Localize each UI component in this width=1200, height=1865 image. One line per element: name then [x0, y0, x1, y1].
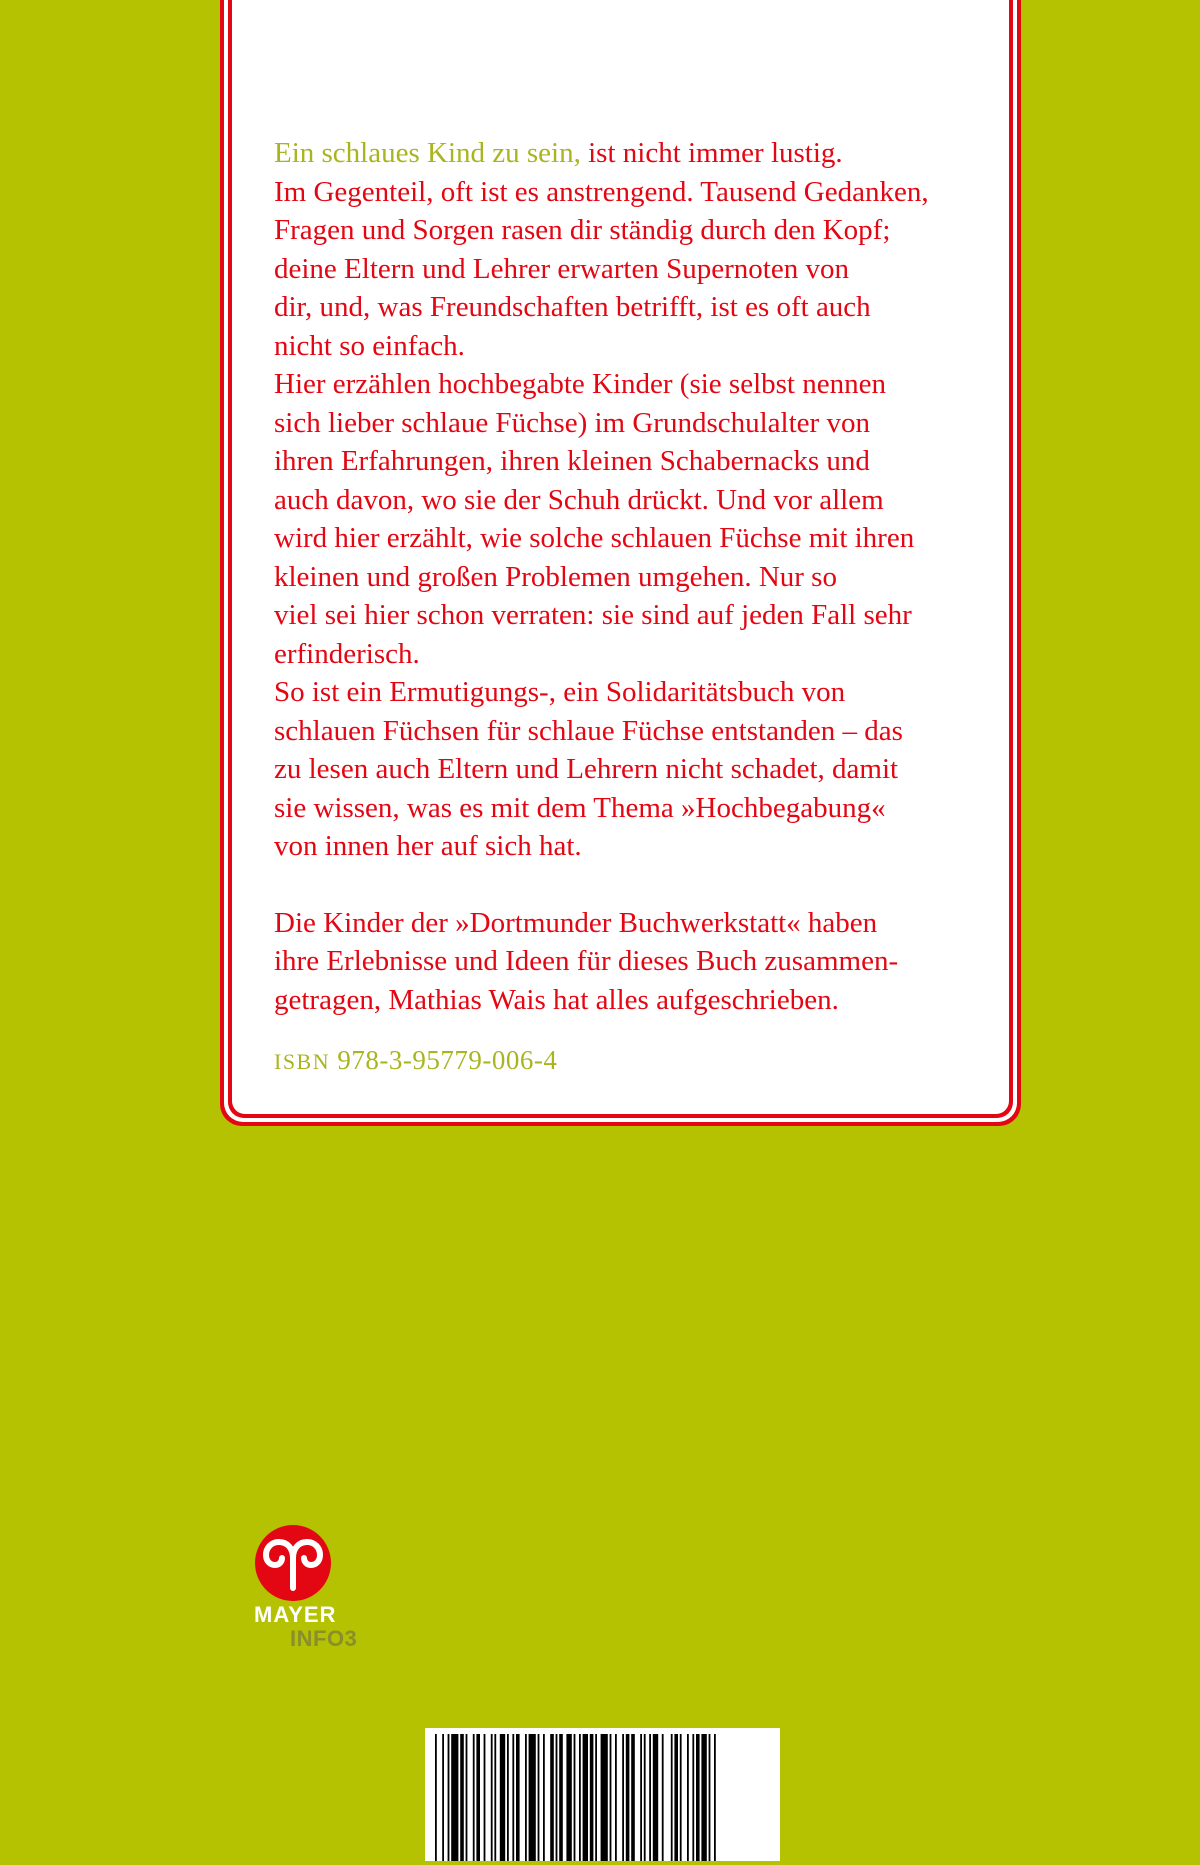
barcode-bar — [448, 1734, 450, 1861]
blurb-first-line-rest: ist nicht immer lustig. — [580, 137, 843, 169]
barcode-bar — [507, 1734, 509, 1861]
barcode-bar — [601, 1734, 608, 1861]
paragraph-gap — [274, 866, 984, 904]
barcode-bar — [696, 1734, 700, 1861]
blurb-line: Im Gegenteil, oft ist es anstrengend. Tausend Gedanken, — [274, 175, 929, 208]
barcode-bar — [491, 1734, 493, 1861]
barcode-bar — [466, 1734, 468, 1861]
barcode-bar — [610, 1734, 612, 1861]
barcode-bar — [590, 1734, 594, 1861]
barcode-bar — [626, 1734, 630, 1861]
barcode-bar — [653, 1734, 658, 1861]
barcode — [425, 1728, 780, 1861]
barcode-bar — [435, 1734, 437, 1861]
barcode-bar — [556, 1734, 558, 1861]
blurb-line: sich lieber schlaue Füchse) im Grundschulalter von — [274, 406, 870, 439]
blurb-line: zu lesen auch Eltern und Lehrern nicht schadet, damit — [274, 753, 899, 785]
blurb-line: erfinderisch. — [274, 637, 420, 670]
blurb-line: auch davon, wo sie der Schuh drückt. Und vor allem — [274, 483, 884, 516]
blurb-line: Fragen und Sorgen rasen dir ständig durch den Kopf; — [274, 214, 891, 246]
credits-line: getragen, Mathias Wais hat alles aufgeschrieben. — [274, 983, 839, 1016]
barcode-bar — [538, 1734, 540, 1861]
barcode-bar — [631, 1734, 635, 1861]
barcode-bar — [500, 1734, 505, 1861]
barcode-bar — [460, 1734, 464, 1861]
barcode-bar — [595, 1734, 597, 1861]
barcode-bar — [473, 1734, 475, 1861]
blurb-line: kleinen und großen Problemen umgehen. Nur so — [274, 560, 837, 593]
barcode-bar — [692, 1734, 694, 1861]
ram-horn-logo-icon — [254, 1524, 332, 1602]
barcode-bar — [550, 1734, 554, 1861]
barcode-bar — [615, 1734, 617, 1861]
publisher-name-info3: INFO3 — [290, 1626, 358, 1651]
barcode-bar — [566, 1734, 571, 1861]
credits-line: Die Kinder der »Dortmunder Buchwerkstatt« haben — [274, 906, 878, 939]
isbn-label: ISBN — [274, 1049, 331, 1074]
blurb-line: wird hier erzählt, wie solche schlauen Füchse mit ihren — [274, 522, 915, 554]
barcode-bar — [574, 1734, 576, 1861]
publisher-name-mayer: MAYER — [254, 1602, 337, 1627]
barcode-bar — [687, 1734, 689, 1861]
barcode-bar — [529, 1734, 536, 1861]
blurb-text — [274, 134, 984, 1019]
barcode-bar — [622, 1734, 624, 1861]
barcode-bar — [484, 1734, 486, 1861]
blurb-first-line — [274, 134, 984, 173]
barcode-bar — [516, 1734, 520, 1861]
barcode-bar — [525, 1734, 527, 1861]
blurb-line: sie wissen, was es mit dem Thema »Hochbegabung« — [274, 791, 886, 824]
barcode-bar — [671, 1734, 673, 1861]
credits-line: ihre Erlebnisse und Ideen für dieses Buch zusammen- — [274, 945, 899, 977]
publisher-logo — [254, 1524, 358, 1651]
blurb-lead-phrase: Ein schlaues Kind zu sein, — [274, 137, 581, 169]
barcode-bar — [451, 1734, 458, 1861]
barcode-bar — [649, 1734, 651, 1861]
blurb-line: Hier erzählen hochbegabte Kinder (sie selbst nennen — [274, 368, 886, 400]
barcode-bar — [579, 1734, 581, 1861]
isbn-number: 978-3-95779-006-4 — [330, 1045, 558, 1075]
barcode-bar — [442, 1734, 444, 1861]
blurb-line: deine Eltern und Lehrer erwarten Supernoten von — [274, 252, 849, 285]
barcode-icon — [425, 1728, 780, 1861]
barcode-bar — [543, 1734, 545, 1861]
blurb-line: von innen her auf sich hat. — [274, 830, 582, 862]
blurb-line: ihren Erfahrungen, ihren kleinen Schabernacks und — [274, 445, 870, 477]
barcode-bar — [512, 1734, 514, 1861]
blurb-line: So ist ein Ermutigungs-, ein Solidaritätsbuch von — [274, 676, 846, 708]
barcode-bar — [662, 1734, 664, 1861]
barcode-bar — [476, 1734, 480, 1861]
barcode-bar — [583, 1734, 588, 1861]
barcode-bar — [701, 1734, 706, 1861]
barcode-bar — [680, 1734, 682, 1861]
barcode-bar — [644, 1734, 646, 1861]
blurb-line: viel sei hier schon verraten: sie sind auf jeden Fall sehr — [274, 599, 912, 631]
blurb-line: nicht so einfach. — [274, 329, 465, 362]
barcode-bar — [559, 1734, 563, 1861]
blurb-line: dir, und, was Freundschaften betrifft, ist es oft auch — [274, 291, 871, 323]
barcode-bar — [709, 1734, 711, 1861]
isbn — [274, 1045, 557, 1076]
blurb-line: schlauen Füchsen für schlaue Füchse entstanden – das — [274, 714, 903, 747]
barcode-bar — [674, 1734, 678, 1861]
barcode-bar — [494, 1734, 496, 1861]
barcode-bar — [640, 1734, 642, 1861]
barcode-bar — [714, 1734, 716, 1861]
